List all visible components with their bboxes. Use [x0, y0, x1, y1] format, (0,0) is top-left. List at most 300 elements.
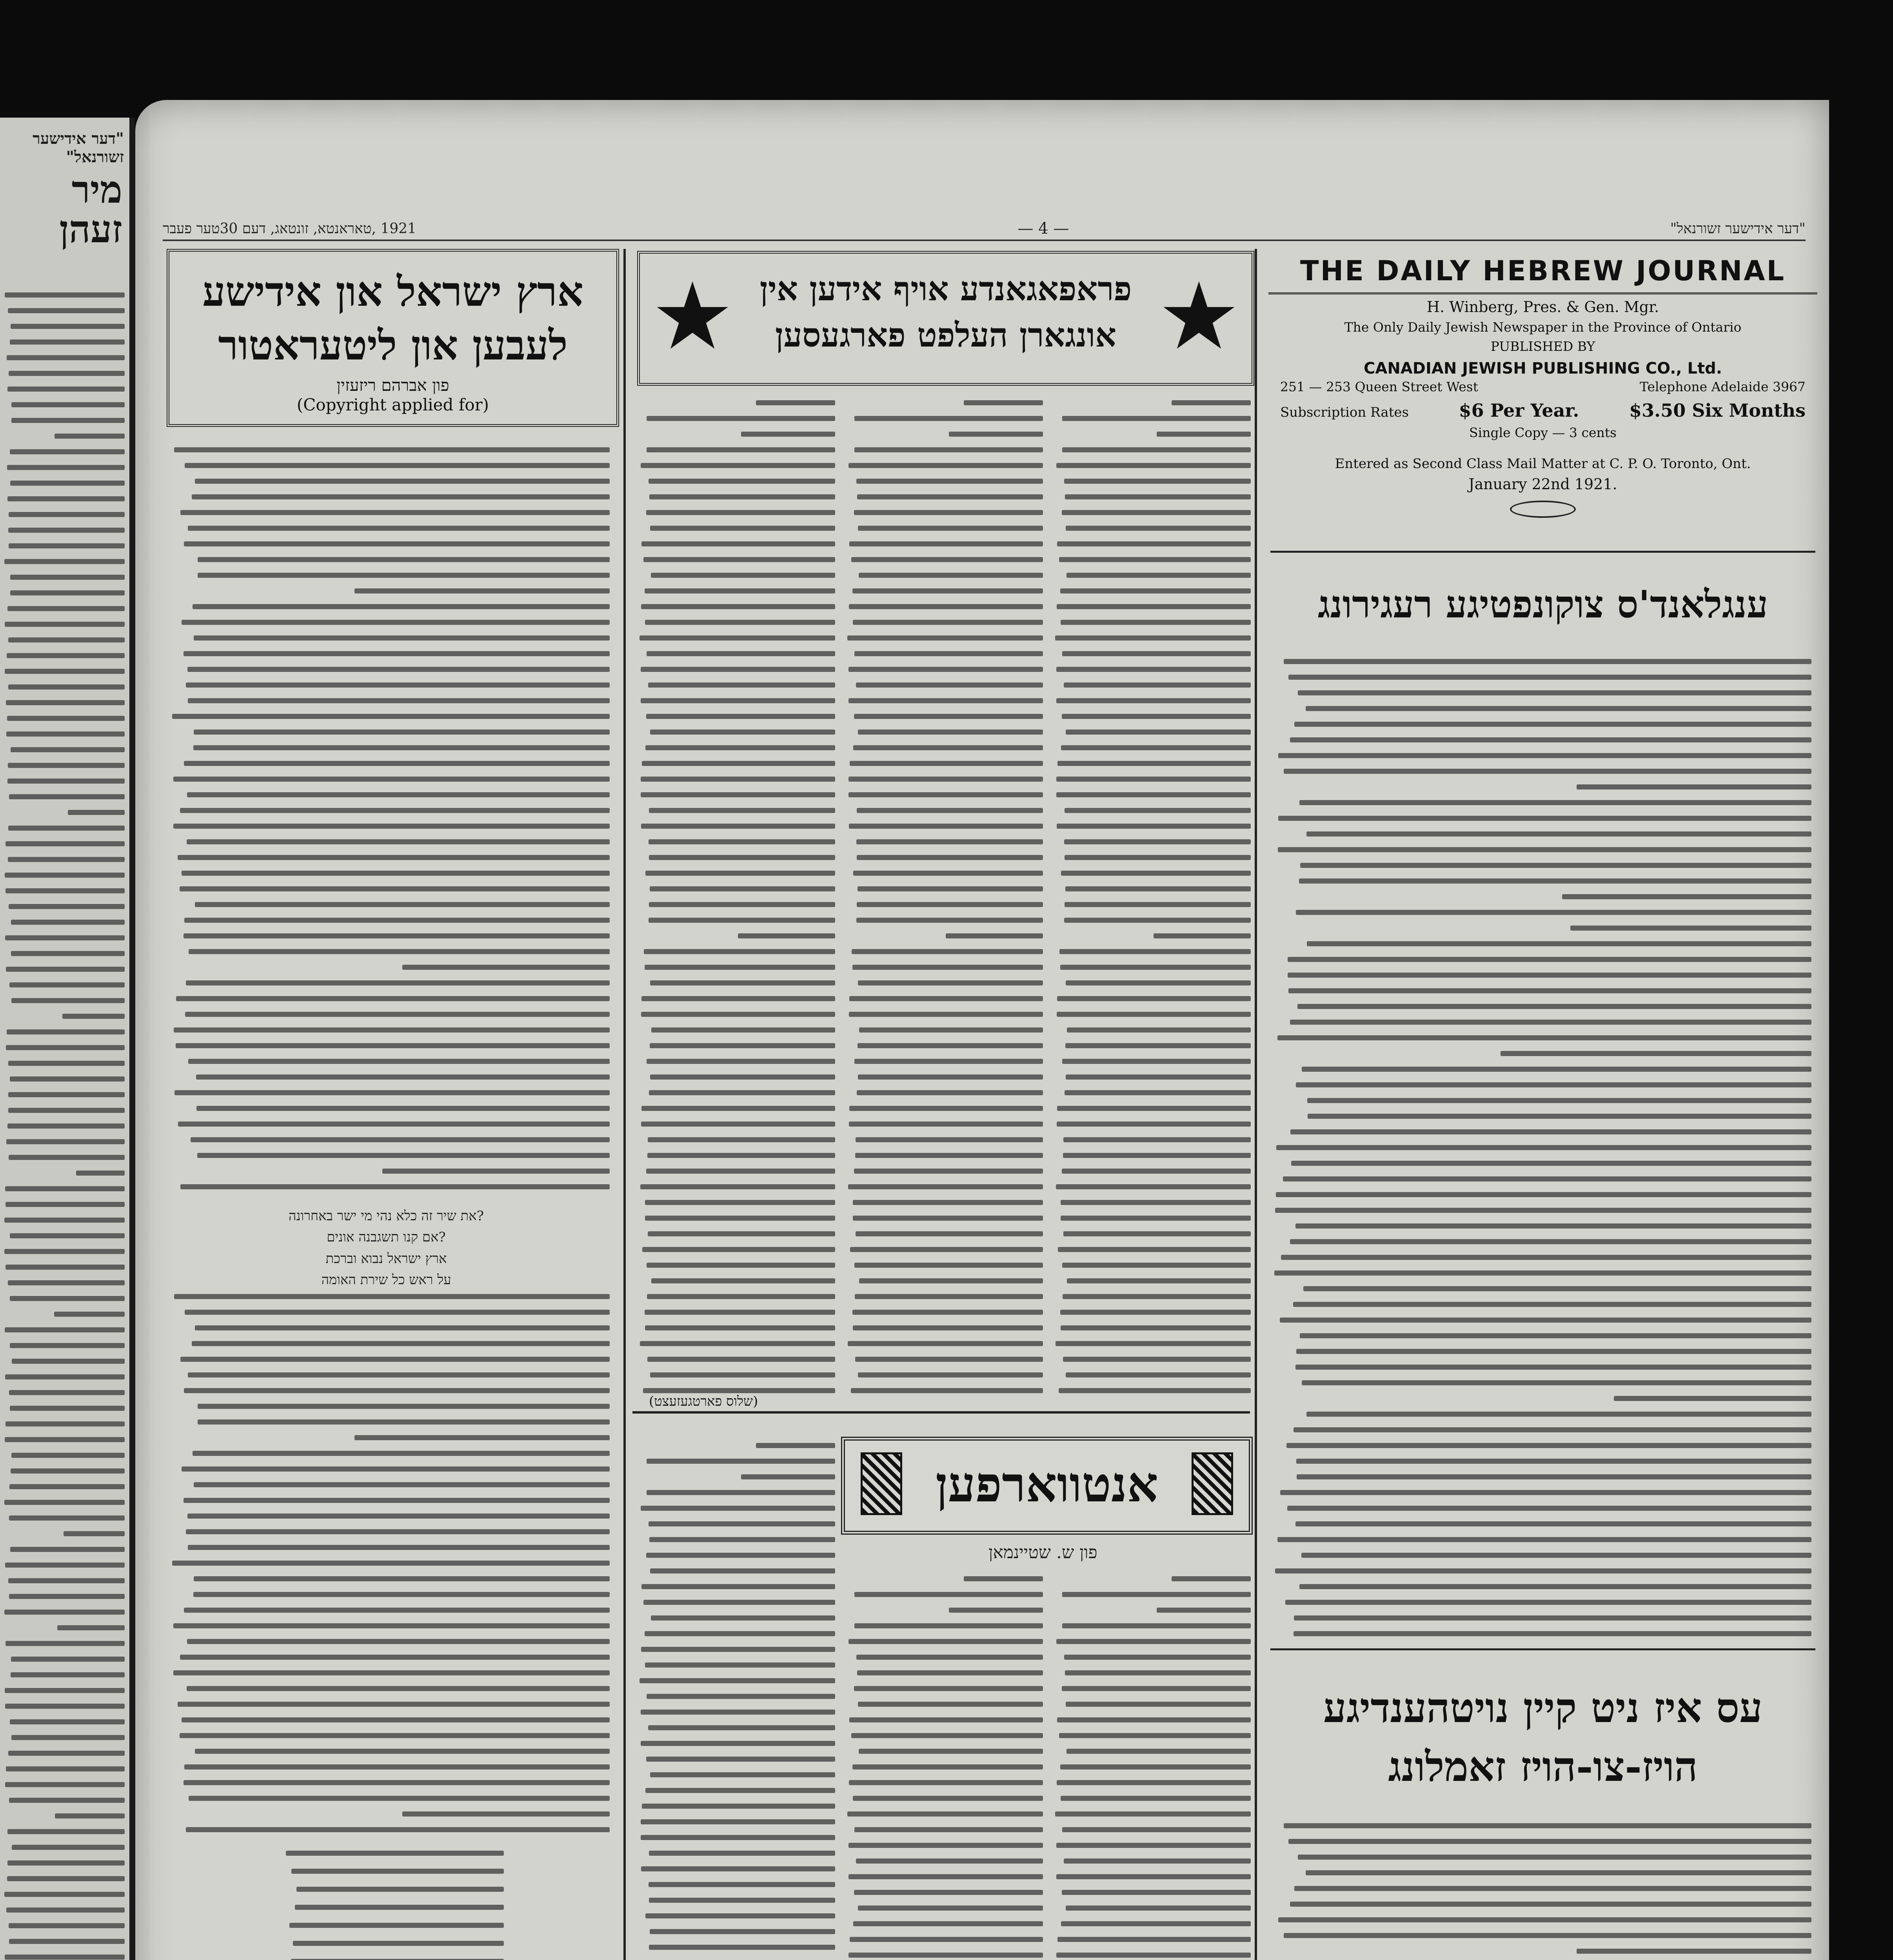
text-line [858, 980, 1043, 985]
text-line [8, 826, 125, 831]
text-line [295, 1905, 504, 1910]
text-line [641, 1506, 835, 1511]
text-line [639, 635, 835, 641]
text-line [10, 449, 125, 454]
text-line [1060, 1764, 1251, 1769]
antvorten-headline-box [841, 1437, 1253, 1535]
text-line [1280, 1318, 1811, 1323]
text-line [648, 1137, 835, 1142]
text-line [193, 745, 610, 750]
previous-page-headline: מיר זעהן [59, 167, 122, 251]
text-line [848, 1953, 1043, 1958]
text-line [645, 1200, 835, 1205]
text-line [641, 1710, 835, 1715]
text-line [645, 1662, 835, 1668]
text-line [949, 1608, 1043, 1613]
text-line [646, 1553, 835, 1558]
text-line [7, 1123, 125, 1129]
text-line [1067, 1278, 1251, 1283]
text-line [402, 1811, 610, 1817]
text-line [853, 1796, 1043, 1801]
text-line [645, 1913, 835, 1918]
text-line [176, 996, 610, 1001]
text-line [1061, 1216, 1251, 1221]
text-line [7, 465, 125, 470]
text-line [856, 918, 1043, 923]
text-line [849, 1717, 1043, 1722]
text-line [198, 1404, 610, 1409]
poem-line: ארץ ישראל נבוא וברכת [325, 1250, 447, 1267]
text-line [172, 714, 610, 719]
masthead-entered-notice: Entered as Second Class Mail Matter at C. P. O. Toronto, Ont. [1335, 456, 1751, 472]
text-line [1056, 1874, 1251, 1879]
text-line [8, 637, 125, 642]
text-line [849, 824, 1043, 829]
text-line [1057, 761, 1251, 766]
text-line [651, 1615, 835, 1621]
text-line [1057, 1937, 1251, 1942]
text-line [859, 573, 1043, 578]
text-line [651, 1027, 835, 1033]
text-line [641, 1866, 835, 1871]
rate-single-copy: Single Copy — 3 cents [1469, 425, 1617, 440]
text-line [645, 965, 835, 970]
text-line [643, 1388, 835, 1393]
text-line [5, 1955, 125, 1960]
text-line [1286, 1443, 1811, 1448]
text-line [6, 1045, 125, 1050]
text-line [8, 1280, 125, 1285]
masthead-title: THE DAILY HEBREW JOURNAL [1268, 251, 1817, 294]
text-line [7, 387, 125, 392]
text-line [738, 933, 835, 938]
text-line [1057, 824, 1251, 829]
text-line [6, 731, 125, 737]
text-line [650, 1929, 835, 1934]
text-line [8, 308, 125, 313]
text-line [187, 839, 610, 844]
england-headline: ענגלאנד'ס צוקונפטיגע רעגירונג [1317, 582, 1768, 626]
text-line [174, 1090, 610, 1095]
text-line [68, 810, 125, 815]
text-line [195, 902, 610, 907]
text-line [649, 1898, 835, 1903]
text-line [1278, 753, 1811, 758]
text-line [1066, 1906, 1251, 1911]
text-line [644, 949, 835, 954]
no-excuse-body [1274, 1821, 1811, 1960]
text-line [1062, 1263, 1251, 1268]
text-line [8, 1578, 125, 1583]
text-line [9, 982, 125, 987]
text-line [5, 1265, 125, 1270]
text-line [5, 1186, 125, 1191]
text-line [180, 886, 610, 891]
text-line [12, 1845, 125, 1850]
text-line [1060, 588, 1251, 593]
text-line [1277, 1035, 1811, 1040]
text-line [184, 761, 610, 766]
text-line [1057, 1122, 1251, 1127]
text-line [648, 1725, 835, 1730]
text-line [7, 606, 125, 611]
text-line [9, 904, 125, 909]
masthead-tagline: The Only Daily Jewish Newspaper in the Province of Ontario [1344, 319, 1742, 335]
text-line [8, 857, 125, 862]
text-line [1172, 400, 1251, 405]
text-line [1290, 737, 1811, 742]
rate-six-months: $3.50 Six Months [1629, 400, 1806, 421]
text-line [854, 1169, 1043, 1174]
text-line [1157, 432, 1251, 437]
page-header-date: 1921 ,טאראנטא, זונטאג, דעם 30טער פעבר [163, 221, 417, 237]
text-line [853, 1200, 1043, 1205]
text-line [5, 1374, 125, 1379]
text-line [854, 1827, 1043, 1832]
text-line [1288, 675, 1811, 680]
poem-block [194, 1205, 578, 1291]
eretz-yisroel-copyright: (Copyright applied for) [296, 395, 489, 414]
text-line [1284, 659, 1811, 664]
text-line [852, 588, 1043, 593]
text-line [183, 651, 610, 656]
text-line [8, 763, 125, 768]
text-line [1297, 1474, 1811, 1479]
text-line [11, 402, 125, 407]
text-line [854, 1263, 1043, 1268]
text-line [848, 1639, 1043, 1644]
text-line [7, 355, 125, 360]
text-line [645, 1631, 835, 1636]
propaganda-body-col1 [639, 398, 835, 1401]
text-line [186, 1827, 610, 1832]
text-line [641, 1647, 835, 1652]
text-line [180, 510, 610, 515]
text-line [853, 1216, 1043, 1221]
text-line [856, 1655, 1043, 1660]
text-line [1278, 1917, 1811, 1922]
text-line [641, 792, 835, 797]
text-line [55, 434, 125, 439]
text-line [8, 684, 125, 690]
text-line [1061, 1200, 1251, 1205]
newspaper-page [135, 100, 1829, 1960]
text-line [854, 1623, 1043, 1628]
text-line [1056, 463, 1251, 468]
text-line [645, 1310, 835, 1315]
text-line [193, 1451, 610, 1456]
text-line [197, 1153, 610, 1158]
masthead-published-by: PUBLISHED BY [1490, 339, 1595, 354]
text-line [847, 1811, 1043, 1817]
text-line [1056, 777, 1251, 782]
text-line [57, 1625, 125, 1630]
text-line [183, 1498, 610, 1503]
text-line [1306, 1870, 1811, 1875]
text-line [1055, 635, 1251, 641]
text-line [174, 1027, 610, 1033]
text-line [1307, 941, 1811, 946]
text-line [8, 1751, 125, 1756]
text-line [5, 873, 125, 878]
text-line [5, 1688, 125, 1693]
text-line [856, 1231, 1043, 1236]
text-line [651, 1278, 835, 1283]
text-line [5, 669, 125, 674]
text-line [1057, 604, 1251, 609]
poem-line: על ראש כל שירת האומה [321, 1272, 451, 1288]
text-line [6, 967, 125, 972]
antvorten-title: אנטווארפען [935, 1456, 1159, 1513]
text-line [1296, 1459, 1811, 1464]
text-line [5, 622, 125, 627]
text-line [648, 1231, 835, 1236]
text-line [9, 1939, 125, 1944]
text-line [641, 1819, 835, 1824]
text-line [643, 1600, 835, 1605]
text-line [62, 1014, 125, 1019]
text-line [5, 1327, 125, 1332]
text-line [11, 1672, 125, 1677]
text-line [1064, 479, 1251, 484]
text-line [5, 1782, 125, 1787]
text-line [650, 1772, 835, 1777]
text-line [856, 839, 1043, 844]
text-line [1055, 1811, 1251, 1817]
text-line [1302, 1067, 1811, 1072]
text-line [10, 1719, 125, 1724]
text-line [196, 1106, 610, 1111]
text-line [1274, 1270, 1811, 1276]
text-line [946, 933, 1043, 938]
text-line [1300, 863, 1811, 868]
text-line [192, 494, 610, 499]
ornament-icon [861, 1452, 902, 1515]
text-line [11, 324, 125, 329]
text-line [11, 998, 125, 1003]
text-line [193, 1592, 610, 1597]
text-line [188, 698, 610, 703]
text-line [173, 777, 610, 782]
text-line [848, 1874, 1043, 1879]
text-line [1308, 1114, 1811, 1119]
text-line [188, 1545, 610, 1550]
text-line [5, 1563, 125, 1568]
text-line [178, 1122, 610, 1127]
text-line [1276, 1192, 1811, 1197]
text-line [9, 371, 125, 376]
text-line [1307, 1098, 1811, 1103]
text-line [649, 1945, 835, 1950]
text-line [195, 479, 610, 484]
no-excuse-title-line1: עס איז ניט קיין נויטהענדיגע [1323, 1684, 1762, 1732]
text-line [1288, 973, 1811, 978]
text-line [1283, 1176, 1811, 1181]
text-line [647, 1694, 835, 1699]
text-line [856, 1858, 1043, 1864]
text-line [643, 557, 835, 562]
text-line [1056, 1341, 1251, 1346]
text-line [640, 1341, 835, 1346]
text-line [649, 479, 835, 484]
text-line [646, 1757, 835, 1762]
text-line [859, 1278, 1043, 1283]
previous-page-text [4, 290, 125, 1960]
text-line [1061, 620, 1251, 625]
text-line [1066, 1749, 1251, 1754]
text-line [187, 1686, 610, 1691]
text-line [848, 777, 1043, 782]
text-line [854, 1059, 1043, 1064]
text-line [1061, 745, 1251, 750]
text-line [649, 918, 835, 923]
text-line [647, 1357, 835, 1362]
text-line [5, 1641, 125, 1646]
text-line [286, 1851, 504, 1856]
text-line [1570, 926, 1811, 931]
text-line [11, 920, 125, 925]
text-line [855, 1153, 1043, 1158]
text-line [1062, 1686, 1251, 1691]
text-line [1060, 965, 1251, 970]
text-line [641, 604, 835, 609]
text-line [382, 1169, 610, 1174]
eretz-yisroel-title-line2: לעבען און ליטעראטור [218, 321, 568, 369]
section-rule [632, 1411, 1250, 1414]
text-line [195, 1749, 610, 1754]
text-line [1061, 1325, 1251, 1330]
text-line [1299, 800, 1811, 805]
text-line [5, 935, 125, 940]
text-line [7, 1829, 125, 1834]
text-line [854, 510, 1043, 515]
antvorten-body-col3 [1055, 1574, 1251, 1960]
text-line [1063, 1294, 1251, 1299]
text-line [185, 1310, 610, 1315]
text-line [641, 1106, 835, 1111]
text-line [174, 447, 610, 452]
text-line [11, 1453, 125, 1458]
text-line [857, 1670, 1043, 1675]
text-line [182, 620, 610, 625]
text-line [4, 1218, 125, 1223]
eretz-yisroel-title-line1: ארץ ישראל און אידישע [202, 267, 583, 316]
text-line [180, 1357, 610, 1362]
text-line [1302, 1380, 1811, 1385]
text-line [859, 1027, 1043, 1033]
text-line [1056, 792, 1251, 797]
text-line [194, 635, 610, 641]
text-line [1056, 1843, 1251, 1848]
text-line [1064, 1858, 1251, 1864]
text-line [1284, 1933, 1811, 1938]
text-line [4, 559, 125, 564]
text-line [849, 541, 1043, 546]
text-line [1063, 1357, 1251, 1362]
text-line [650, 980, 835, 985]
eretz-yisroel-body-continued [171, 1292, 610, 1840]
text-line [641, 1012, 835, 1017]
text-line [1287, 1506, 1811, 1511]
text-line [1062, 1592, 1251, 1597]
antvorten-body-col1 [639, 1441, 835, 1960]
text-line [7, 1876, 125, 1881]
text-line [850, 761, 1043, 766]
text-line [964, 1576, 1043, 1581]
text-line [854, 651, 1043, 656]
text-line [1056, 698, 1251, 703]
text-line [649, 494, 835, 499]
text-line [1290, 1239, 1811, 1244]
text-line [858, 1372, 1043, 1377]
text-line [641, 698, 835, 703]
text-line [10, 339, 125, 345]
text-line [649, 839, 835, 844]
text-line [4, 1249, 125, 1254]
text-line [1290, 1902, 1811, 1907]
text-line [855, 1294, 1043, 1299]
text-line [291, 1869, 504, 1874]
text-line [178, 855, 610, 860]
text-line [354, 1435, 610, 1440]
text-line [1057, 1012, 1251, 1017]
text-line [1062, 714, 1251, 719]
text-line [7, 779, 125, 784]
text-line [1065, 886, 1251, 891]
text-line [856, 682, 1043, 688]
text-line [857, 1043, 1043, 1048]
text-line [641, 667, 835, 672]
text-line [198, 573, 610, 578]
text-line [289, 1923, 504, 1928]
text-line [650, 886, 835, 891]
masthead-management: H. Winberg, Pres. & Gen. Mgr. [1426, 298, 1659, 316]
text-line [7, 653, 125, 658]
text-line [1063, 1137, 1251, 1142]
text-line [1065, 808, 1251, 813]
masthead-publisher: CANADIAN JEWISH PUBLISHING CO., Ltd. [1364, 359, 1722, 377]
text-line [194, 730, 610, 735]
text-line [187, 1639, 610, 1644]
text-line [5, 888, 125, 893]
text-line [1298, 690, 1811, 695]
text-line [1057, 1780, 1251, 1785]
text-line [649, 1882, 835, 1887]
text-line [1062, 1623, 1251, 1628]
text-line [1057, 1717, 1251, 1722]
text-line [1063, 1153, 1251, 1158]
text-line [646, 510, 835, 515]
text-line [640, 1184, 835, 1189]
text-line [858, 1074, 1043, 1080]
text-line [647, 416, 835, 421]
text-line [5, 1421, 125, 1426]
text-line [854, 1686, 1043, 1691]
rate-per-year: $6 Per Year. [1459, 400, 1579, 421]
text-line [853, 620, 1043, 625]
previous-page-fragment [0, 118, 135, 1960]
text-line [183, 933, 610, 938]
text-line [848, 1184, 1043, 1189]
text-line [1062, 510, 1251, 515]
text-line [192, 1341, 610, 1346]
text-line [1285, 1600, 1811, 1605]
propaganda-headline-box [637, 251, 1254, 386]
text-line [1300, 1333, 1811, 1338]
text-line [1278, 847, 1811, 852]
masthead-rates [1268, 394, 1817, 421]
text-line [649, 1851, 835, 1856]
